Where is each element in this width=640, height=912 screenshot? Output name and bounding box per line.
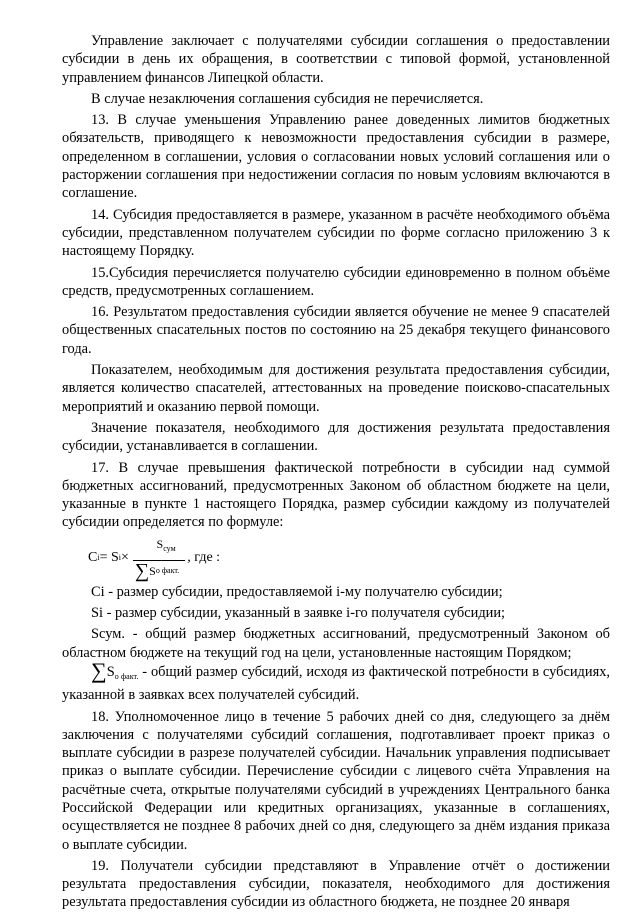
formula-lhs: C <box>88 549 98 565</box>
formula-tail: , где : <box>187 549 221 565</box>
definition-sum-fact <box>62 657 610 705</box>
paragraph-13: 13. В случае уменьшения Управлению ранее доведенных лимитов бюджетных обязательств, приводящего к невозможности предоставления субсидии в размере, определенном в соглашении, условия о согласовании новых условий соглашения или о расторжении соглашения при недостижении согласия по новым условиям включаются в соглашение. <box>62 112 610 202</box>
subsidy-formula <box>88 536 610 580</box>
formula-s-sub: i <box>118 552 121 562</box>
formula-den-s: S <box>149 563 156 578</box>
formula-times: × <box>121 549 129 565</box>
paragraph-14: 14. Субсидия предоставляется в размере, указанном в расчёте необходимого объёма субсидии, представленном получателем субсидии по форме согласно приложению 3 к настоящему Порядку. <box>62 206 610 260</box>
paragraph-18: 18. Уполномоченное лицо в течение 5 рабочих дней со дня, следующего за днём заключения с получателями субсидий соглашения, подготавливает проект приказ о выплате субсидии в разрезе получателей субсидии. Начальник управления подписывает приказ о выплате субсидии. Перечисление субсидии с лицевого счёта Управления на расчётные счета, открытые получателями субсидий в учреждениях Центрального банка Российской Федерации или кредитных организациях, указанные в соглашениях, осуществляется не позднее 8 рабочих дней со дня, следующего за днём издания приказа о выплате субсидии. <box>62 708 610 853</box>
paragraph-indicator-value: Значение показателя, необходимого для достижения результата предоставления субсидии, устанавливается в соглашении. <box>62 419 610 455</box>
formula-denominator <box>133 560 185 580</box>
formula-eq: = S <box>99 549 119 565</box>
formula-den-sub: о факт. <box>155 565 180 575</box>
sum-sub: о факт. <box>114 671 139 681</box>
definition-ci: Ci - размер субсидии, предоставляемой i-му получателю субсидии; <box>91 583 503 600</box>
paragraph-indicator: Показателем, необходимым для достижения результата предоставления субсидии, является количество спасателей, аттестованных на проведение поисково-спасательных мероприятий и оказанию первой помощи. <box>62 362 610 415</box>
formula-lhs-sub: i <box>97 552 100 562</box>
definition-si: Si - размер субсидии, указанный в заявке i-го получателя субсидии; <box>91 605 506 622</box>
definition-sum-fact-text: - общий размер субсидий, исходя из фактической потребности в субсидиях, указанной в заявках всех получателей субсидий. <box>62 663 610 704</box>
formula-num-sub: сум <box>163 544 176 554</box>
formula-num-s: S <box>156 537 164 552</box>
paragraph-17: 17. В случае превышения фактической потребности в субсидии над суммой бюджетных ассигнований, предусмотренных Законом об областном бюджете на цели, указанные в пункте 1 настоящего Порядка, размер субсидии каждому из получателей субсидии определяется по формуле: <box>62 459 610 531</box>
sigma-symbol-inline: ∑ <box>91 657 107 683</box>
formula-numerator <box>139 535 180 559</box>
paragraph-19: 19. Получатели субсидии представляют в Управление отчёт о достижении результата предоставления субсидии, показателя, необходимого для достижения результата предоставления субсидии из областного бюджета, не позднее 20 января <box>62 857 610 911</box>
document-page <box>62 32 610 912</box>
paragraph-16: 16. Результатом предоставления субсидии является обучение не менее 9 спасателей общественных спасательных постов по состоянию на 25 декабря текущего финансового года. <box>62 304 610 357</box>
paragraph-agreement: Управление заключает с получателями субсидии соглашения о предоставлении субсидии в день их обращения, в соответствии с типовой формой, установленной управлением финансов Липецкой области. <box>62 33 610 86</box>
sum-s: S <box>106 663 115 680</box>
definition-ssum: Sсум. - общий размер бюджетных ассигнований, предусмотренный Законом об областном бюджете на текущий год на цели, установленные настоящим Порядком; <box>62 626 610 661</box>
formula-fraction <box>133 535 185 580</box>
sigma-symbol: ∑ <box>134 559 150 582</box>
paragraph-15: 15.Субсидия перечисляется получателю субсидии единовременно в полном объёме средств, предусмотренных соглашением. <box>62 264 610 299</box>
paragraph-no-agreement: В случае незаключения соглашения субсидия не перечисляется. <box>91 90 484 107</box>
